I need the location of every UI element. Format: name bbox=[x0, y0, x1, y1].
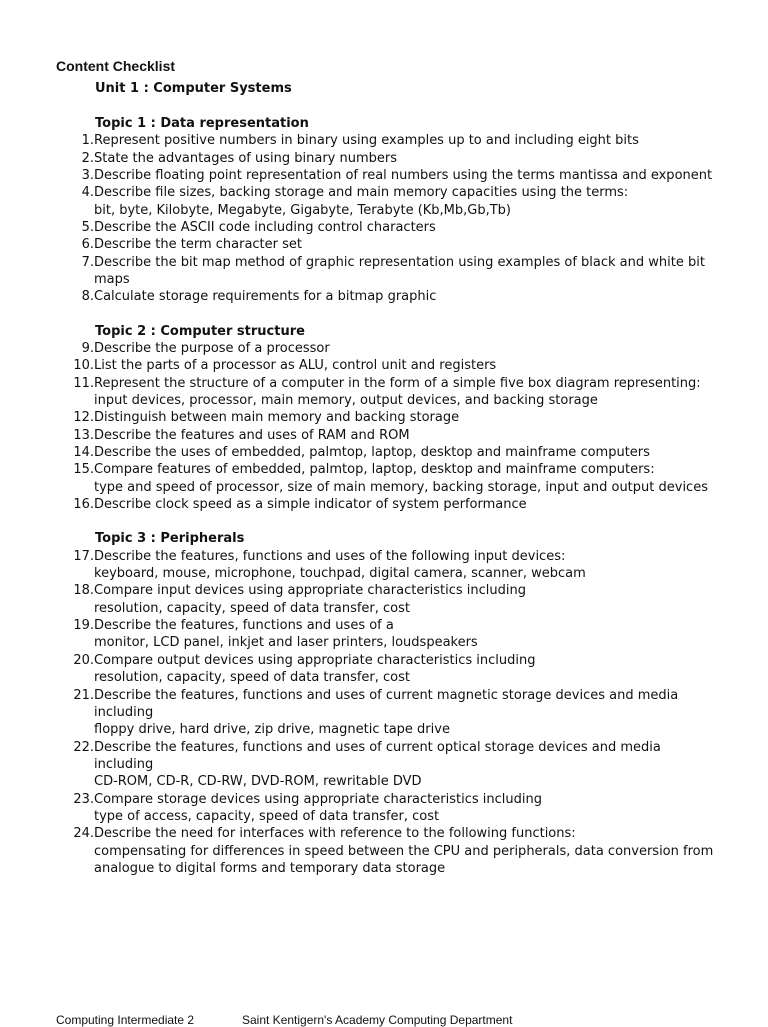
checklist-item bbox=[0, 687, 714, 739]
item-number: 1. bbox=[81, 133, 94, 149]
checklist-item bbox=[0, 132, 714, 149]
item-number: 7. bbox=[81, 254, 94, 270]
checklist-item bbox=[0, 461, 714, 496]
item-text: Describe the term character set bbox=[94, 237, 302, 253]
item-text: List the parts of a processor as ALU, control unit and registers bbox=[94, 358, 497, 374]
item-text: Compare input devices using appropriate characteristics including bbox=[94, 583, 527, 599]
item-number: 6. bbox=[81, 237, 94, 253]
checklist-item bbox=[0, 739, 714, 791]
item-number: 8. bbox=[81, 289, 94, 305]
item-text: Represent positive numbers in binary using examples up to and including eight bits bbox=[94, 133, 639, 149]
item-text: Describe floating point representation of real numbers using the terms mantissa and exponent bbox=[94, 167, 713, 183]
item-number: 18. bbox=[73, 583, 94, 599]
item-detail: keyboard, mouse, microphone, touchpad, digital camera, scanner, webcam bbox=[94, 566, 586, 582]
page-title: Content Checklist bbox=[56, 58, 176, 74]
item-detail: type of access, capacity, speed of data transfer, cost bbox=[94, 808, 440, 824]
item-detail: bit, byte, Kilobyte, Megabyte, Gigabyte, Terabyte (Kb,Mb,Gb,Tb) bbox=[94, 202, 512, 218]
checklist-item bbox=[0, 548, 714, 583]
item-number: 12. bbox=[73, 410, 94, 426]
item-detail: type and speed of processor, size of main memory, backing storage, input and output devices bbox=[94, 479, 708, 495]
item-number: 22. bbox=[73, 739, 94, 755]
checklist-item bbox=[0, 825, 714, 877]
checklist-item bbox=[0, 496, 714, 513]
item-number: 15. bbox=[73, 462, 94, 478]
item-number: 14. bbox=[73, 445, 94, 461]
item-text: Describe file sizes, backing storage and main memory capacities using the terms: bbox=[94, 185, 629, 201]
item-text: Describe the uses of embedded, palmtop, laptop, desktop and mainframe computers bbox=[94, 445, 650, 461]
item-detail: resolution, capacity, speed of data transfer, cost bbox=[94, 600, 411, 616]
item-text: Describe the need for interfaces with reference to the following functions: bbox=[94, 826, 576, 842]
checklist-item bbox=[0, 427, 714, 444]
checklist-item bbox=[0, 340, 714, 357]
item-detail: input devices, processor, main memory, output devices, and backing storage bbox=[94, 393, 598, 409]
item-text: Describe the purpose of a processor bbox=[94, 341, 330, 357]
topic-heading: Topic 1 : Data representation bbox=[95, 116, 309, 131]
checklist-item bbox=[0, 617, 714, 652]
checklist-item bbox=[0, 444, 714, 461]
item-number: 17. bbox=[73, 548, 94, 564]
checklist-item bbox=[0, 652, 714, 687]
item-detail: floppy drive, hard drive, zip drive, magnetic tape drive bbox=[94, 722, 450, 738]
checklist-item bbox=[0, 375, 714, 410]
checklist-item bbox=[0, 409, 714, 426]
item-number: 16. bbox=[73, 497, 94, 513]
item-text: Describe the bit map method of graphic representation using examples of black and white bit maps bbox=[94, 254, 705, 288]
checklist-content bbox=[0, 80, 768, 877]
item-detail: CD-ROM, CD-R, CD-RW, DVD-ROM, rewritable DVD bbox=[94, 774, 422, 790]
checklist-item bbox=[0, 184, 714, 219]
item-number: 3. bbox=[81, 167, 94, 183]
checklist-item bbox=[0, 254, 714, 289]
footer-department: Saint Kentigern's Academy Computing Department bbox=[242, 1013, 513, 1027]
item-detail: compensating for differences in speed between the CPU and peripherals, data conversion from analogue to digital forms and temporary data storage bbox=[94, 843, 714, 876]
item-number: 24. bbox=[73, 826, 94, 842]
item-text: Calculate storage requirements for a bitmap graphic bbox=[94, 289, 437, 305]
checklist-item bbox=[0, 150, 714, 167]
footer-course: Computing Intermediate 2 bbox=[56, 1013, 195, 1027]
item-number: 11. bbox=[73, 375, 94, 391]
item-text: Distinguish between main memory and backing storage bbox=[94, 410, 460, 426]
unit-heading: Unit 1 : Computer Systems bbox=[95, 81, 292, 96]
item-text: Represent the structure of a computer in the form of a simple five box diagram representing: bbox=[94, 375, 701, 391]
checklist-item bbox=[0, 582, 714, 617]
item-text: Describe the features, functions and uses of a bbox=[94, 618, 394, 634]
item-text: Describe clock speed as a simple indicator of system performance bbox=[94, 497, 527, 513]
checklist-item bbox=[0, 167, 714, 184]
item-number: 9. bbox=[81, 341, 94, 357]
topic-heading: Topic 3 : Peripherals bbox=[95, 531, 245, 547]
item-number: 23. bbox=[73, 791, 94, 807]
checklist-item bbox=[0, 288, 714, 305]
item-number: 20. bbox=[73, 652, 94, 668]
item-text: Describe the features, functions and uses of the following input devices: bbox=[94, 548, 566, 564]
section-spacer bbox=[0, 98, 768, 115]
checklist-item bbox=[0, 236, 714, 253]
item-text: Describe the features, functions and uses of current magnetic storage devices and media including bbox=[94, 687, 679, 720]
item-detail: resolution, capacity, speed of data transfer, cost bbox=[94, 670, 411, 686]
topics-container bbox=[0, 98, 768, 877]
item-text: Compare features of embedded, palmtop, laptop, desktop and mainframe computers: bbox=[94, 462, 655, 478]
item-number: 19. bbox=[73, 618, 94, 634]
checklist-item bbox=[0, 791, 714, 826]
section-spacer bbox=[0, 306, 768, 323]
item-text: State the advantages of using binary numbers bbox=[94, 150, 398, 166]
item-detail: monitor, LCD panel, inkjet and laser printers, loudspeakers bbox=[94, 635, 478, 651]
item-number: 10. bbox=[73, 358, 94, 374]
item-text: Describe the features and uses of RAM and ROM bbox=[94, 427, 410, 443]
checklist-item bbox=[0, 357, 714, 374]
section-spacer bbox=[0, 513, 768, 530]
item-number: 2. bbox=[81, 150, 94, 166]
checklist-item bbox=[0, 219, 714, 236]
item-text: Compare storage devices using appropriate characteristics including bbox=[94, 791, 542, 807]
item-text: Compare output devices using appropriate characteristics including bbox=[94, 652, 536, 668]
item-number: 5. bbox=[81, 220, 94, 236]
item-text: Describe the ASCII code including control characters bbox=[94, 220, 436, 236]
item-number: 13. bbox=[73, 427, 94, 443]
item-number: 21. bbox=[73, 687, 94, 703]
item-text: Describe the features, functions and uses of current optical storage devices and media including bbox=[94, 739, 661, 772]
item-number: 4. bbox=[81, 185, 94, 201]
topic-heading: Topic 2 : Computer structure bbox=[95, 323, 305, 339]
